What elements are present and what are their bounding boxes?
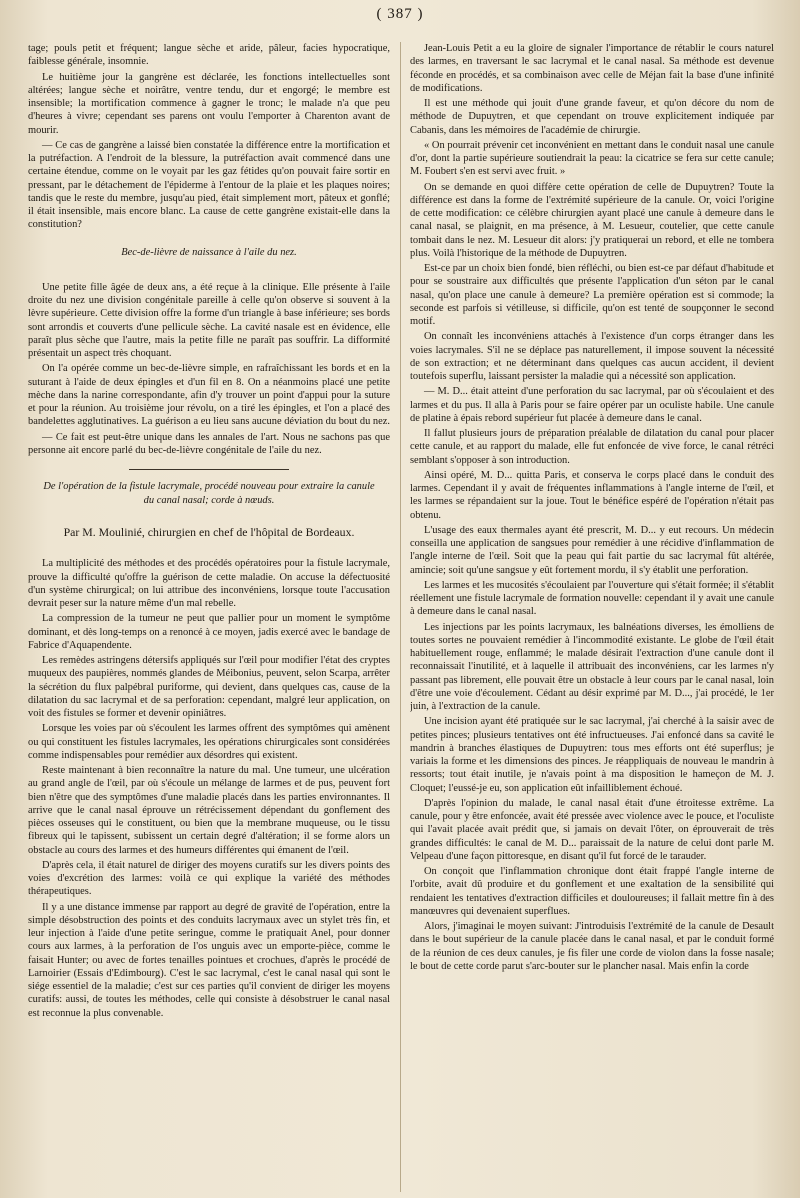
column-divider: [400, 42, 401, 1192]
paragraph: — Ce cas de gangrène a laissé bien constatée la différence entre la mortification et la putréfaction. A l'endroit de la blessure, la putréfaction avait commencé dans une certaine étendue, comme on le voyait par les gaz fétides qu'on pouvait faire sortir en pressant, par le détachement de l'épiderme à l'entour de la plaie et les plaques noires; tandis que le reste du membre, jusqu'au pied, était simplement mort, pâteux et gonflé; il était insensible, mais encore blanc. La cause de cette gangrène existait-elle dans la constitution?: [28, 139, 390, 231]
paragraph: Lorsque les voies par où s'écoulent les larmes offrent des symptômes qui amènent ou qui constituent les fistules lacrymales, les opérations chirurgicales sont considérées comme indispensables pour remédier aux désordres qui existent.: [28, 723, 390, 761]
paragraph: — M. D... était atteint d'une perforation du sac lacrymal, par où s'écoulaient et des larmes et du pus. Il alla à Paris pour se faire opérer par un oculiste habile. Une canule de platine à épais rebord supérieur fut placée à demeure dans le canal.: [410, 386, 774, 424]
paragraph: D'après cela, il était naturel de diriger des moyens curatifs sur les divers points des voies d'excrétion des larmes: voilà ce qui explique la variété des méthodes thérapeutiques.: [28, 859, 390, 898]
paragraph: On se demande en quoi diffère cette opération de celle de Dupuytren? Toute la différence est dans la forme de l'extrémité supérieure de la canule. Or, voici l'origine de cette modification: ce célèbre chirurgien ayant placé une canule à demeure dans le canal nasal, se plaignit, en ma présence, à M. Lesueur, coutelier, que cette canule tombait dans le nez. M. Lesueur dit alors: j'y pratiquerai un rebord, et elle ne tombera plus. Voilà l'historique de la méthode de Dupuytren.: [410, 181, 774, 259]
paragraph: On l'a opérée comme un bec-de-lièvre simple, en rafraîchissant les bords et en la suturant à l'aide de deux épingles et d'un fil en 8. On a néanmoins placé une petite mèche dans la narine correspondante, afin d'y trouver un point d'appui pour la suture et pour la réunion. Au troisième jour révolu, on a tiré les épingles, et l'on a placé des bandelettes agglutinatives. La guérison a eu lieu sans aucune déviation du bout du nez.: [28, 363, 390, 428]
left-column: [28, 42, 390, 1192]
article-title: De l'opération de la fistule lacrymale, procédé nouveau pour extraire la canule du canal nasal; corde à nœuds.: [43, 481, 375, 506]
section-separator: [129, 469, 289, 470]
paragraph: Est-ce par un choix bien fondé, bien réfléchi, ou bien est-ce par défaut d'habitude et pour se soustraire aux difficultés que présente l'application d'un séton par le canal nasal, qu'on place une canule à demeure? La première opération est si commode; la seconde est parfois si vétilleuse, si difficile, qu'on est tenté de soupçonner le second motif.: [410, 263, 774, 327]
paragraph: Les remèdes astringens détersifs appliqués sur l'œil pour modifier l'état des cryptes muqueux des paupières, nommés glandes de Méibonius, peuvent, selon Scarpa, arrêter la sécrétion du flux palpébral puriforme, qui devient, dans quelques cas, cause de la dilatation du sac lacrymal et de sa perforation: cependant, malgré leur application, on voit des fistules se former et devenir opiniâtres.: [28, 655, 390, 719]
quote-paragraph: « On pourrait prévenir cet inconvénient en mettant dans le conduit nasal une canule d'or, dont la partie supérieure soutiendrait la peau: la cicatrice se fera sur cette canule; M. Foubert s'en est servi avec fruit. »: [410, 139, 774, 178]
paragraph: — Ce fait est peut-être unique dans les annales de l'art. Nous ne sachons pas que personne ait encore parlé du bec-de-lièvre congénitale de l'aile du nez.: [28, 431, 390, 456]
paragraph: Ainsi opéré, M. D... quitta Paris, et conserva le corps placé dans le conduit des larmes. Cependant il y avait de fréquentes inflammations à l'angle interne de l'œil, et les larmes se répandaient sur la joue. Tout le bénéfice espéré de l'opération n'était pas obtenu.: [410, 469, 774, 521]
paragraph: Les larmes et les mucosités s'écoulaient par l'ouverture qui s'était formée; il s'établit réellement une fistule lacrymale de formation nouvelle: cependant il y avait une canule à demeure dans le canal nasal.: [410, 579, 774, 618]
article-byline: Par M. Moulinié, chirurgien en chef de l'hôpital de Bordeaux.: [63, 525, 355, 539]
paragraph: Jean-Louis Petit a eu la gloire de signaler l'importance de rétablir le cours naturel des larmes, en traversant le sac lacrymal et le canal nasal. Sa méthode est devenue féconde en procédés, et sa combinaison avec celle de Méjan fait la base d'une infinité de modifications.: [410, 43, 774, 94]
paragraph: Alors, j'imaginai le moyen suivant: J'introduisis l'extrémité de la canule de Desault dans le bout supérieur de la canule placée dans le canal nasal, et par le conduit formé de la réunion de ces deux canules, je fis filer une corde de violon dans la fosse nasale; le bout de cette corde parut s'arc-bouter sur le plancher nasal. Mais enfin la corde: [410, 921, 774, 972]
paragraph: La compression de la tumeur ne peut que pallier pour un moment le symptôme dominant, et dès long-temps on a renoncé à ce moyen, jadis exercé avec le bandage de Fabrice d'Aquapendente.: [28, 613, 390, 651]
section-heading: Bec-de-lièvre de naissance à l'aile du nez.: [121, 246, 297, 258]
paragraph: La multiplicité des méthodes et des procédés opératoires pour la fistule lacrymale, prouve la difficulté qu'offre la guérison de cette maladie. On accuse la défectuosité d'un système chirurgical; on lui attribue des inconvéniens, lorsque toute l'accusation devrait peser sur la nature même d'un mal rebelle.: [28, 558, 390, 609]
paragraph: D'après l'opinion du malade, le canal nasal était d'une étroitesse extrême. La canule, pour y être enfoncée, avait été pressée avec violence avec le pouce, et l'oculiste qui l'avait placée avait prédit que, si jamais on devait l'ôter, on éprouverait de très grandes difficultés: le canal de M. D... paraissait de la nature de celui dont parle M. Velpeau d'une façon pittoresque, en disant qu'il fut forcé de le tarauder.: [410, 797, 774, 862]
page-number: ( 387 ): [376, 6, 424, 22]
paragraph: Reste maintenant à bien reconnaître la nature du mal. Une tumeur, une ulcération au grand angle de l'œil, par où s'écoule un mélange de larmes et de pus, peuvent fort bien n'être que des symptômes d'une maladie placés dans les parties environnantes. Il arrive que le canal nasal éprouve un rétrécissement dépendant du gonflement des pièces osseuses qui le constituent, ou bien que la membrane muqueuse, ou le tissu fibreux qui le tapissent, subissent un certain degré d'altération; il se forme alors un obstacle au cours des larmes et des humeurs différentes qui émanent de l'œil.: [28, 765, 390, 856]
paragraph: On conçoit que l'inflammation chronique dont était frappé l'angle interne de l'orbite, avait dû produire et du gonflement et une exaltation de la sensibilité qui rendaient les tentatives d'extraction difficiles et douloureuses; il fallait mettre fin à des manœuvres qui devenaient superflues.: [410, 866, 774, 917]
paragraph: tage; pouls petit et fréquent; langue sèche et aride, pâleur, facies hypocratique, faiblesse générale, insomnie.: [28, 43, 390, 68]
right-column: [410, 42, 774, 1192]
paragraph: L'usage des eaux thermales ayant été prescrit, M. D... y eut recours. Un médecin conseilla une application de sangsues pour remédier à une récidive d'inflammation de l'angle interne de l'œil. Soit que la peau qui fait partie du sac lacrymal fût altérée, amincie; soit qu'une sangsue y eût fortement mordu, il s'y établit une perforation.: [410, 524, 774, 576]
paragraph: Il fallut plusieurs jours de préparation préalable de dilatation du canal pour placer cette canule, et au rapport du malade, elle fut enfoncée de vive force, le canal rétréci semblant s'opposer à son introduction.: [410, 428, 774, 466]
paragraph: Il est une méthode qui jouit d'une grande faveur, et qu'on décore du nom de méthode de Dupuytren, et que cependant on trouve explicitement indiquée par Cabanis, dans les mémoires de l'académie de chirurgie.: [410, 98, 774, 136]
paragraph: Les injections par les points lacrymaux, les balnéations diverses, les émolliens de toutes sortes ne pouvaient remédier à l'incommodité existante. Le globe de l'œil était habituellement rouge, enflammé; le malade désirait l'extraction d'une canule dont il reconnaissait l'inutilité, et à laquelle il attribuait des inconvéniens, car les larmes n'y passant pas librement, elle pouvait être un obstacle à leur cours par le canal nasal, loin d'être une voie d'écoulement. Cédant au désir exprimé par M. D..., j'ai procédé, le 1er juin, à l'extraction de la canule.: [410, 621, 774, 712]
paragraph: Une petite fille âgée de deux ans, a été reçue à la clinique. Elle présente à l'aile droite du nez une division congénitale pareille à celle qu'on observe si souvent à la lèvre supérieure. Cette division offre la forme d'un triangle à base inférieure; ses bords sont arrondis et couverts d'une pellicule sèche. La cavité nasale est en évidence, elle paraît plus sèche que l'autre, mais la petite fille ne paraît pas souffrir. La difformité présentait un aspect très choquant.: [28, 281, 390, 359]
paragraph: Une incision ayant été pratiquée sur le sac lacrymal, j'ai cherché à la saisir avec de petites pinces; plusieurs tentatives ont été infructueuses. J'ai enfoncé dans sa cavité le mandrin à branches élastiques de Dupuytren: tous mes efforts ont été superflus; je variais la forme et les dimensions des pinces. Je réappliquais de nouveau le mandrin à ressorts; tout était inutile, je n'avais point à ma disposition le hameçon de M. J. Cloquet; l'eussé-je eu, son application eût infailliblement échoué.: [410, 716, 774, 794]
paragraph: Il y a une distance immense par rapport au degré de gravité de l'opération, entre la simple désobstruction des points et des conduits lacrymaux avec un stylet très fin, et leur injection à l'aide d'une petite seringue, comme le pratiquait Anel, pour donner cours aux larmes, à la perforation de l'os unguis avec un emporte-pièce, comme le faisait Hunter; ou avec de fortes tenailles pointues et crochues, d'après le procédé de Larnoirier (Essais d'Edimbourg). C'est le sac lacrymal, c'est le canal nasal qui sont le siége essentiel de la maladie; c'est sur ces parties qu'il convient de diriger les moyens curatifs: aussi, de toutes les méthodes, celle qui consiste à désobstruer le canal nasal est reconnue la plus convenable.: [28, 901, 390, 1019]
paragraph: Le huitième jour la gangrène est déclarée, les fonctions intellectuelles sont altérées; langue sèche et noirâtre, ventre tendu, dur et engorgé; le membre est insensible; la mortification commence à gagner le tronc; le malade n'a que peu d'heures à vivre; cependant ses parens ont voulu l'emporter à Charenton avant de mourir.: [28, 71, 390, 136]
paragraph: On connaît les inconvéniens attachés à l'existence d'un corps étranger dans les voies lacrymales. S'il ne se déplace pas naturellement, il impose souvent la nécessité de son extraction; et ne déterminant dans quelques cas aucun accident, il devient toutefois superflu, laissant persister la maladie qui a nécessité son application.: [410, 331, 774, 382]
